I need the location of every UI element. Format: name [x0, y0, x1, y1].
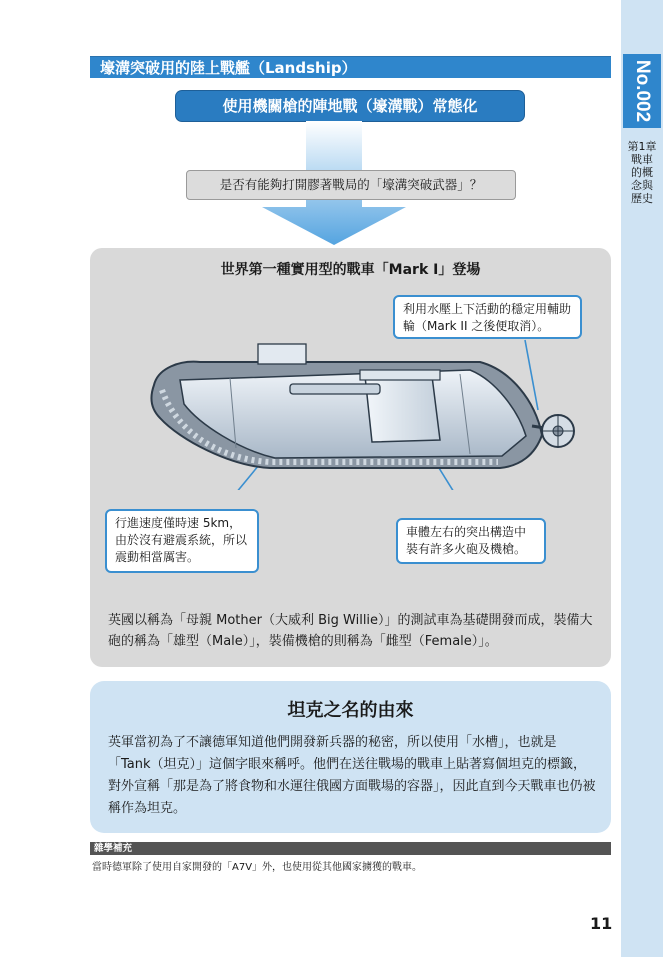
question-text: 是否有能夠打開膠著戰局的「壕溝突破武器」？ — [219, 177, 483, 192]
sponson-callout: 車體左右的突出構造中裝有許多火砲及機槍。 — [396, 518, 546, 564]
origin-title: 坦克之名的由來 — [287, 700, 414, 721]
stabilizer-wheel-callout: 利用水壓上下活動的穩定用輔助輪（Mark II 之後便取消）。 — [393, 295, 582, 339]
question-box — [186, 170, 516, 200]
trivia-text: 當時德軍除了使用自家開發的「A7V」外，也使用從其他國家擄獲的戰車。 — [92, 862, 423, 873]
chapter-label: 第1章 戰車的概念與歷史 — [627, 140, 657, 205]
speed-callout: 行進速度僅時速 5km，由於沒有避震系統，所以震動相當厲害。 — [105, 509, 259, 573]
page-number: 11 — [590, 914, 613, 933]
mark1-title: 世界第一種實用型的戰車「Mark I」登場 — [220, 262, 481, 278]
section-title: 壕溝突破用的陸上戰艦（Landship） — [100, 59, 357, 77]
trench-war-pill — [176, 91, 524, 121]
pill-text: 使用機關槍的陣地戰（壕溝戰）常態化 — [222, 97, 478, 115]
mark1-description: 英國以稱為「母親 Mother（大威利 Big Willie）」的測試車為基礎開發而成，裝備大砲的稱為「雄型（Male）」，裝備機槍的則稱為「雌型（Female）」。 — [108, 613, 593, 649]
section-header — [90, 56, 611, 78]
trivia-bar — [90, 842, 611, 855]
mark1-tank-illustration — [140, 330, 580, 490]
origin-description: 英軍當初為了不讓德軍知道他們開發新兵器的秘密，所以使用「水槽」，也就是「Tank（坦克）」這個字眼來稱呼。他們在送往戰場的戰車上貼著寫個坦克的標籤，對外宣稱「那是為了將食物和水運往俄國方面戰場的容器」，因此直到今天戰車也仍被稱作為坦克。 — [108, 735, 596, 816]
article-number: No.002 — [632, 59, 653, 123]
trivia-label: 雜學補充 — [94, 843, 133, 854]
article-number-tab — [623, 54, 661, 128]
